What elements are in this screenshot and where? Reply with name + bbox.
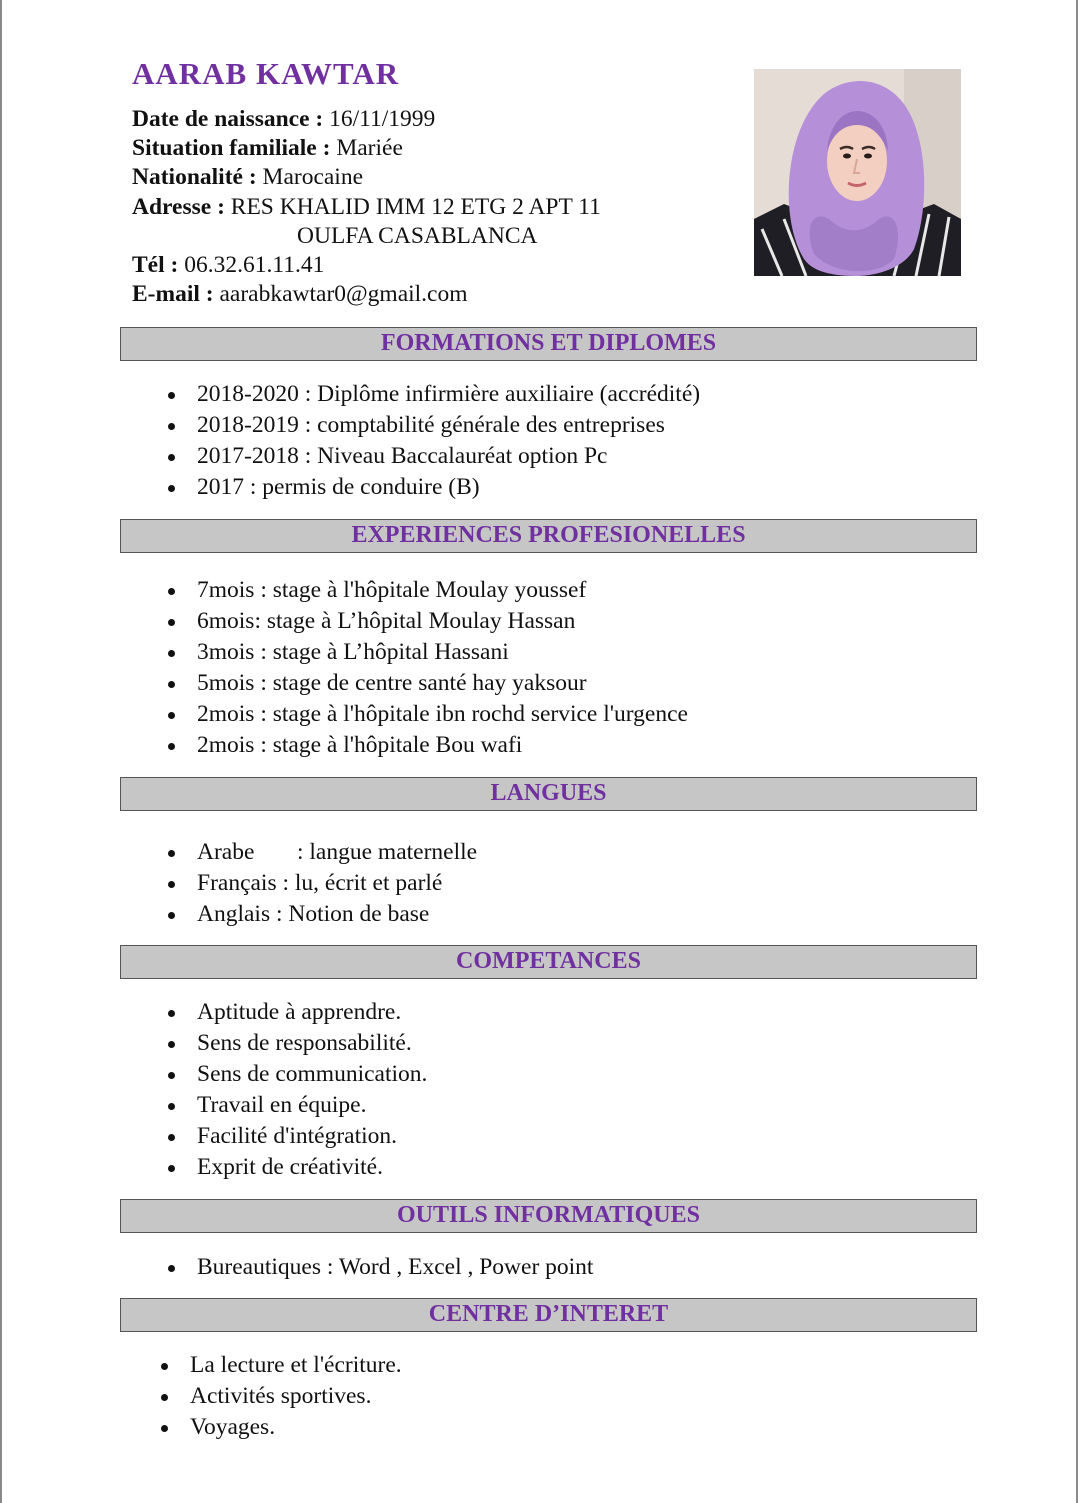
birth-date-label: Date de naissance : <box>132 106 324 132</box>
address-label: Adresse : <box>132 193 225 220</box>
phone-row <box>132 251 732 280</box>
list-item <box>197 837 477 868</box>
language-name: Français <box>197 870 277 896</box>
list-item: 2017-2018 : Niveau Baccalauréat option Pc <box>197 441 700 472</box>
list-item: Sens de responsabilité. <box>197 1028 427 1059</box>
list-item: Exprit de créativité. <box>197 1152 427 1183</box>
list-item: Bureautiques : Word , Excel , Power point <box>197 1252 593 1283</box>
personal-info <box>132 105 732 309</box>
phone-label: Tél : <box>132 252 179 279</box>
langues-list <box>197 837 477 930</box>
competences-list <box>197 997 427 1183</box>
list-item: 6mois: stage à L’hôpital Moulay Hassan <box>197 606 688 637</box>
list-item: 2018-2020 : Diplôme infirmière auxiliaire (accrédité) <box>197 379 700 410</box>
formations-list <box>197 379 700 503</box>
portrait-illustration <box>754 69 961 276</box>
list-item: 3mois : stage à L’hôpital Hassani <box>197 637 688 668</box>
candidate-name: AARAB KAWTAR <box>132 56 400 91</box>
list-item: Voyages. <box>190 1412 402 1443</box>
list-item: 2mois : stage à l'hôpitale ibn rochd service l'urgence <box>197 699 688 730</box>
family-status-value: Mariée <box>336 135 403 162</box>
profile-photo <box>754 69 961 276</box>
family-status-label: Situation familiale : <box>132 135 331 162</box>
address-row <box>132 193 732 222</box>
list-item: 2017 : permis de conduire (B) <box>197 472 700 503</box>
section-langues-header: LANGUES <box>120 777 977 811</box>
section-competences-header: COMPETANCES <box>120 945 977 979</box>
experiences-list <box>197 575 688 761</box>
family-status-row <box>132 134 732 163</box>
list-item: Aptitude à apprendre. <box>197 997 427 1028</box>
language-detail: : langue maternelle <box>297 839 478 865</box>
section-outils-header: OUTILS INFORMATIQUES <box>120 1199 977 1233</box>
email-value[interactable]: aarabkawtar0@gmail.com <box>219 281 468 308</box>
list-item: Travail en équipe. <box>197 1090 427 1121</box>
section-experiences-header: EXPERIENCES PROFESIONELLES <box>120 519 977 553</box>
language-name: Arabe <box>197 839 255 865</box>
address-line1: RES KHALID IMM 12 ETG 2 APT 11 <box>230 193 601 220</box>
list-item <box>197 868 477 899</box>
list-item: Facilité d'intégration. <box>197 1121 427 1152</box>
list-item <box>197 899 477 930</box>
nationality-label: Nationalité : <box>132 164 257 191</box>
list-item: Activités sportives. <box>190 1381 402 1412</box>
language-detail: : Notion de base <box>275 901 430 927</box>
email-row <box>132 280 732 309</box>
section-interets-header: CENTRE D’INTERET <box>120 1298 977 1332</box>
language-detail: : lu, écrit et parlé <box>282 870 443 896</box>
list-item: 5mois : stage de centre santé hay yaksour <box>197 668 688 699</box>
list-item: La lecture et l'écriture. <box>190 1350 402 1381</box>
email-label: E-mail : <box>132 281 214 308</box>
section-formations-header: FORMATIONS ET DIPLOMES <box>120 327 977 361</box>
outils-list <box>197 1252 593 1283</box>
list-item: 7mois : stage à l'hôpitale Moulay youssef <box>197 575 688 606</box>
list-item: 2018-2019 : comptabilité générale des entreprises <box>197 410 700 441</box>
nationality-row <box>132 163 732 192</box>
language-name: Anglais <box>197 901 271 927</box>
birth-date-row <box>132 105 732 134</box>
list-item: 2mois : stage à l'hôpitale Bou wafi <box>197 730 688 761</box>
phone-value: 06.32.61.11.41 <box>184 252 325 279</box>
list-item: Sens de communication. <box>197 1059 427 1090</box>
address-line2: OULFA CASABLANCA <box>297 222 538 249</box>
birth-date-value: 16/11/1999 <box>329 106 436 132</box>
nationality-value: Marocaine <box>262 164 364 191</box>
interets-list <box>190 1350 402 1443</box>
